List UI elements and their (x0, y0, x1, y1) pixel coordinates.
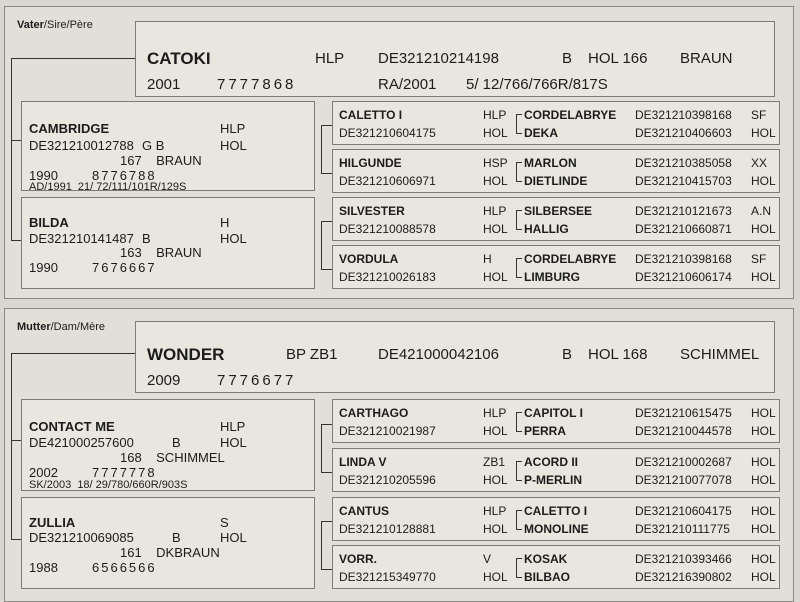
horse-id: DE421000042106 (378, 346, 499, 363)
height-color: 168 SCHIMMEL (120, 450, 225, 465)
parent-box (21, 101, 315, 191)
breed: HLP (220, 419, 246, 434)
dam-id: DE321210415703 (635, 174, 732, 188)
sire-name: CALETTO I (524, 504, 588, 518)
tree-line (516, 412, 517, 431)
score: 7776677 (217, 372, 297, 389)
tree-line (321, 221, 332, 222)
horse-id: DE321210026183 (339, 270, 436, 284)
score: 7777778 (92, 465, 157, 480)
performance: SK/2003 18/ 29/780/660R/903S (29, 479, 188, 491)
dam-name: PERRA (524, 424, 567, 438)
dam-tag: HOL (751, 424, 776, 438)
dam-name: DEKA (524, 126, 559, 140)
tree-line (321, 269, 332, 270)
sire-id: DE321210604175 (635, 504, 732, 518)
tree-line (516, 162, 522, 163)
dam-name: MONOLINE (524, 522, 589, 536)
tree-line (11, 539, 21, 540)
dam-section (4, 308, 794, 602)
code: B (562, 50, 573, 67)
dam-id: DE321210660871 (635, 222, 732, 236)
horse-id: DE321210069085 (29, 530, 134, 545)
horse-name: CARTHAGO (339, 406, 409, 420)
tree-line (11, 440, 21, 441)
color: BRAUN (680, 50, 733, 67)
dam-main-box (135, 321, 775, 393)
sex: G B (142, 138, 165, 153)
horse-name: CATOKI (147, 49, 211, 68)
horse-id: DE321210088578 (339, 222, 436, 236)
breed: HLP (315, 50, 345, 67)
sire-name: MARLON (524, 156, 577, 170)
studbook: HOL (483, 424, 508, 438)
horse-id: DE321210021987 (339, 424, 436, 438)
tree-line (516, 258, 522, 259)
horse-name: CANTUS (339, 504, 389, 518)
grandparent-box (332, 197, 780, 241)
horse-id: DE321210606971 (339, 174, 436, 188)
score: 6566566 (92, 560, 157, 575)
sire-tag: HOL (751, 504, 776, 518)
horse-name: HILGUNDE (339, 156, 402, 170)
tree-line (516, 229, 522, 230)
year: 1988 (29, 560, 58, 575)
sire-tag: HOL (751, 552, 776, 566)
tree-line (321, 424, 332, 425)
horse-name: CONTACT ME (29, 419, 115, 434)
sire-tag: A.N (751, 204, 772, 218)
sire-id: DE321210398168 (635, 108, 732, 122)
dam-tag: HOL (751, 126, 776, 140)
studbook: HOL (220, 138, 247, 153)
dam-tag: HOL (751, 570, 776, 584)
dam-tag: HOL (751, 522, 776, 536)
parent-box (21, 399, 315, 491)
performance: AD/1991 21/ 72/111/101R/129S (29, 181, 187, 193)
score: 8776788 (92, 168, 157, 183)
tree-line (321, 125, 332, 126)
sire-id: DE321210121673 (635, 204, 732, 218)
sire-tag: XX (751, 156, 768, 170)
studbook: HOL (483, 570, 508, 584)
dam-section-label: Mutter/Dam/Mère (17, 321, 106, 333)
horse-id: DE321210012788 (29, 138, 134, 153)
tree-line (321, 221, 322, 269)
studbook: HOL (483, 126, 508, 140)
studbook: HOL (220, 530, 247, 545)
tree-line (321, 569, 332, 570)
dam-id: DE321210111775 (635, 522, 730, 536)
sire-name: CAPITOL I (524, 406, 583, 420)
grandparent-box (332, 545, 780, 589)
score: 7676667 (92, 260, 157, 275)
tree-line (516, 133, 522, 134)
tree-line (516, 558, 522, 559)
horse-name: WONDER (147, 345, 225, 364)
tree-line (321, 125, 322, 173)
horse-name: ZULLIA (29, 515, 76, 530)
tree-line (516, 181, 522, 182)
breed: HLP (483, 204, 507, 218)
studbook: HOL (220, 435, 247, 450)
breed: HSP (483, 156, 508, 170)
tree-line (516, 461, 517, 480)
performance-detail: 5/ 12/766/766R/817S (466, 76, 608, 93)
tree-line (516, 510, 522, 511)
year: 2002 (29, 465, 58, 480)
sex: B (142, 231, 151, 246)
tree-line (11, 58, 139, 59)
height-color: 167 BRAUN (120, 153, 202, 168)
horse-id: DE321210141487 (29, 231, 134, 246)
sire-name: CORDELABRYE (524, 252, 617, 266)
grandparent-box (332, 101, 780, 145)
tree-line (321, 472, 332, 473)
horse-name: SILVESTER (339, 204, 405, 218)
tree-line (516, 412, 522, 413)
tree-line (516, 114, 522, 115)
tree-line (516, 577, 522, 578)
breed: HLP (483, 504, 507, 518)
studbook: HOL (483, 222, 508, 236)
studbook: HOL (220, 231, 247, 246)
code: B (562, 346, 573, 363)
dam-tag: HOL (751, 174, 776, 188)
sire-id: DE321210393466 (635, 552, 732, 566)
sire-id: DE321210002687 (635, 455, 732, 469)
dam-id: DE321210044578 (635, 424, 732, 438)
year: 2009 (147, 372, 181, 389)
sex: B (172, 435, 181, 450)
breed: V (483, 552, 492, 566)
horse-name: BILDA (29, 215, 69, 230)
parent-box (21, 197, 315, 289)
sire-tag: HOL (751, 455, 776, 469)
sire-tag: SF (751, 108, 767, 122)
dam-id: DE321210406603 (635, 126, 732, 140)
breed: HLP (220, 121, 246, 136)
horse-id: DE321210205596 (339, 473, 436, 487)
grandparent-box (332, 399, 780, 443)
sire-section-label: Vater/Sire/Père (17, 19, 93, 31)
dam-id: DE321216390802 (635, 570, 732, 584)
dam-name: P-MERLIN (524, 473, 582, 487)
sire-id: DE321210385058 (635, 156, 732, 170)
breed: HLP (483, 108, 507, 122)
horse-name: CALETTO I (339, 108, 403, 122)
height-color: 161 DKBRAUN (120, 545, 220, 560)
sire-id: DE321210615475 (635, 406, 732, 420)
dam-id: DE321210077078 (635, 473, 732, 487)
color: SCHIMMEL (680, 346, 760, 363)
breed: H (220, 215, 230, 230)
sire-tag: HOL (751, 406, 776, 420)
studbook: HOL (483, 270, 508, 284)
tree-line (516, 431, 522, 432)
tree-line (11, 140, 21, 141)
sex: B (172, 530, 181, 545)
dam-name: BILBAO (524, 570, 570, 584)
dam-tag: HOL (751, 473, 776, 487)
dam-id: DE321210606174 (635, 270, 732, 284)
sire-name: SILBERSEE (524, 204, 593, 218)
tree-line (516, 558, 517, 577)
horse-name: CAMBRIDGE (29, 121, 110, 136)
horse-id: DE321210214198 (378, 50, 499, 67)
height: HOL 168 (588, 346, 648, 363)
sire-tag: SF (751, 252, 767, 266)
breed: H (483, 252, 492, 266)
parent-box (21, 497, 315, 589)
tree-line (321, 424, 322, 472)
tree-line (516, 114, 517, 133)
dam-name: LIMBURG (524, 270, 580, 284)
dam-tag: HOL (751, 270, 776, 284)
year: 2001 (147, 76, 181, 93)
tree-line (11, 58, 12, 240)
studbook: HOL (483, 174, 508, 188)
studbook: HOL (483, 473, 508, 487)
tree-line (516, 162, 517, 181)
tree-line (516, 529, 522, 530)
tree-line (516, 210, 522, 211)
grandparent-box (332, 497, 780, 541)
breed: S (220, 515, 229, 530)
dam-name: DIETLINDE (524, 174, 588, 188)
sire-section (4, 6, 794, 299)
horse-name: LINDA V (339, 455, 387, 469)
height-color: 163 BRAUN (120, 245, 202, 260)
sire-name: ACORD II (524, 455, 578, 469)
tree-line (516, 480, 522, 481)
studbook: HOL (483, 522, 508, 536)
grandparent-box (332, 149, 780, 193)
tree-line (516, 510, 517, 529)
tree-line (321, 521, 322, 569)
year: 1990 (29, 168, 58, 183)
horse-id: DE321215349770 (339, 570, 436, 584)
tree-line (516, 210, 517, 229)
performance: RA/2001 (378, 76, 437, 93)
horse-id: DE321210128881 (339, 522, 436, 536)
score: 7777868 (217, 76, 297, 93)
dam-name: HALLIG (524, 222, 569, 236)
horse-id: DE321210604175 (339, 126, 436, 140)
sire-name: KOSAK (524, 552, 568, 566)
height: HOL 166 (588, 50, 648, 67)
grandparent-box (332, 448, 780, 492)
tree-line (11, 353, 12, 539)
tree-line (11, 240, 21, 241)
tree-line (516, 461, 522, 462)
sire-main-box (135, 21, 775, 97)
tree-line (11, 353, 139, 354)
grandparent-box (332, 245, 780, 289)
year: 1990 (29, 260, 58, 275)
tree-line (321, 521, 332, 522)
sire-name: CORDELABRYE (524, 108, 617, 122)
breed: HLP (483, 406, 507, 420)
sire-id: DE321210398168 (635, 252, 732, 266)
breed: BP ZB1 (286, 346, 338, 363)
tree-line (516, 258, 517, 277)
tree-line (516, 277, 522, 278)
horse-name: VORR. (339, 552, 378, 566)
horse-name: VORDULA (339, 252, 399, 266)
dam-tag: HOL (751, 222, 776, 236)
horse-id: DE421000257600 (29, 435, 134, 450)
breed: ZB1 (483, 455, 506, 469)
tree-line (321, 173, 332, 174)
